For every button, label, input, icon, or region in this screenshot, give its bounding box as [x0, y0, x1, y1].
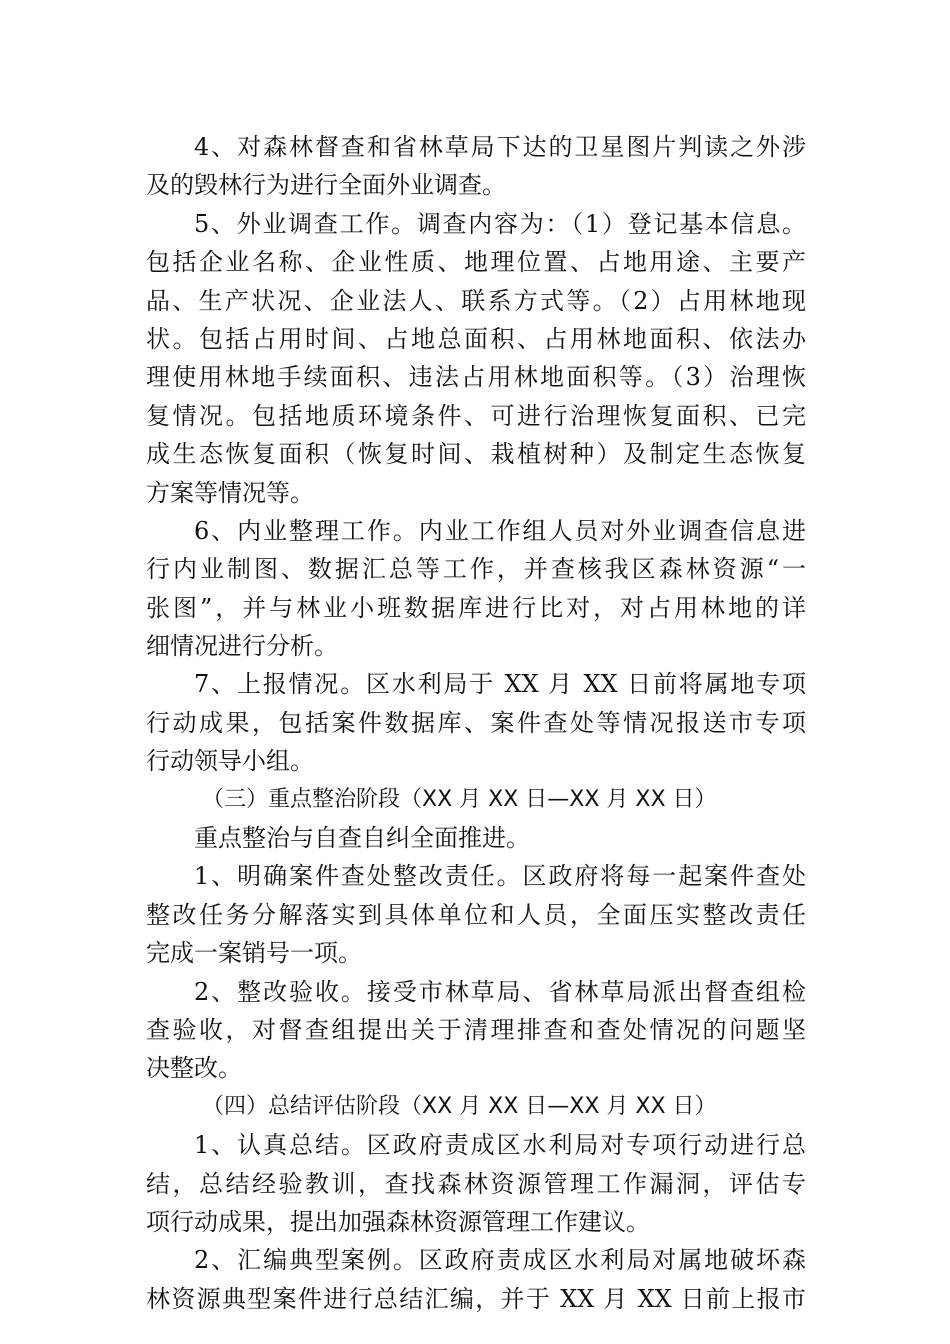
paragraph-4-line-2: 及的毁林行为进行全面外业调查。 — [146, 171, 506, 200]
section-3-intro: 重点整治与自查自纠全面推进。 — [194, 824, 530, 853]
summary-item-2-line-1: 2、汇编典型案例。区政府责成区水利局对属地破坏森 — [194, 1246, 806, 1275]
paragraph-7-line-2: 行动成果，包括案件数据库、案件查处等情况报送市专项 — [146, 708, 806, 737]
paragraph-5-line-7: 成生态恢复面积（恢复时间、栽植树种）及制定生态恢复 — [146, 440, 806, 469]
paragraph-5-line-4: 状。包括占用时间、占地总面积、占用林地面积、依法办 — [146, 324, 806, 353]
item-2-line-1: 2、整改验收。接受市林草局、省林草局派出督查组检 — [194, 977, 806, 1006]
paragraph-6-line-2: 行内业制图、数据汇总等工作，并查核我区森林资源“一 — [146, 555, 806, 584]
paragraph-6-line-3: 张图”，并与林业小班数据库进行比对，对占用林地的详 — [146, 593, 806, 622]
paragraph-5-line-6: 复情况。包括地质环境条件、可进行治理恢复面积、已完 — [146, 401, 806, 430]
summary-item-1-line-3: 项行动成果，提出加强森林资源管理工作建议。 — [146, 1207, 650, 1236]
paragraph-5-line-8: 方案等情况等。 — [146, 478, 314, 507]
paragraph-6-line-1: 6、内业整理工作。内业工作组人员对外业调查信息进 — [194, 516, 806, 545]
item-2-line-2: 查验收，对督查组提出关于清理排查和查处情况的问题坚 — [146, 1015, 806, 1044]
item-2-line-3: 决整改。 — [146, 1054, 242, 1083]
paragraph-5-line-1: 5、外业调查工作。调查内容为：（1）登记基本信息。 — [194, 209, 806, 238]
item-1-line-1: 1、明确案件查处整改责任。区政府将每一起案件查处 — [194, 862, 806, 891]
item-1-line-3: 完成一案销号一项。 — [146, 939, 362, 968]
item-1-line-2: 整改任务分解落实到具体单位和人员，全面压实整改责任 — [146, 900, 806, 929]
summary-item-2-line-2: 林资源典型案件进行总结汇编，并于 XX 月 XX 日前上报市 — [146, 1284, 806, 1313]
document-page — [146, 128, 806, 1318]
paragraph-5-line-5: 理使用林地手续面积、违法占用林地面积等。（3）治理恢 — [146, 363, 806, 392]
section-heading-4: （四）总结评估阶段（XX 月 XX 日—XX 月 XX 日） — [202, 1093, 717, 1119]
paragraph-5-line-3: 品、生产状况、企业法人、联系方式等。（2）占用林地现 — [146, 286, 806, 315]
summary-item-1-line-1: 1、认真总结。区政府责成区水利局对专项行动进行总 — [194, 1131, 806, 1160]
summary-item-1-line-2: 结，总结经验教训，查找森林资源管理工作漏洞，评估专 — [146, 1169, 806, 1198]
paragraph-5-line-2: 包括企业名称、企业性质、地理位置、占地用途、主要产 — [146, 248, 806, 277]
paragraph-4-line-1: 4、对森林督查和省林草局下达的卫星图片判读之外涉 — [194, 133, 806, 161]
section-heading-3: （三）重点整治阶段（XX 月 XX 日—XX 月 XX 日） — [202, 786, 717, 812]
paragraph-7-line-3: 行动领导小组。 — [146, 747, 314, 776]
paragraph-7-line-1: 7、上报情况。区水利局于 XX 月 XX 日前将属地专项 — [194, 670, 806, 699]
paragraph-6-line-4: 细情况进行分析。 — [146, 632, 338, 661]
